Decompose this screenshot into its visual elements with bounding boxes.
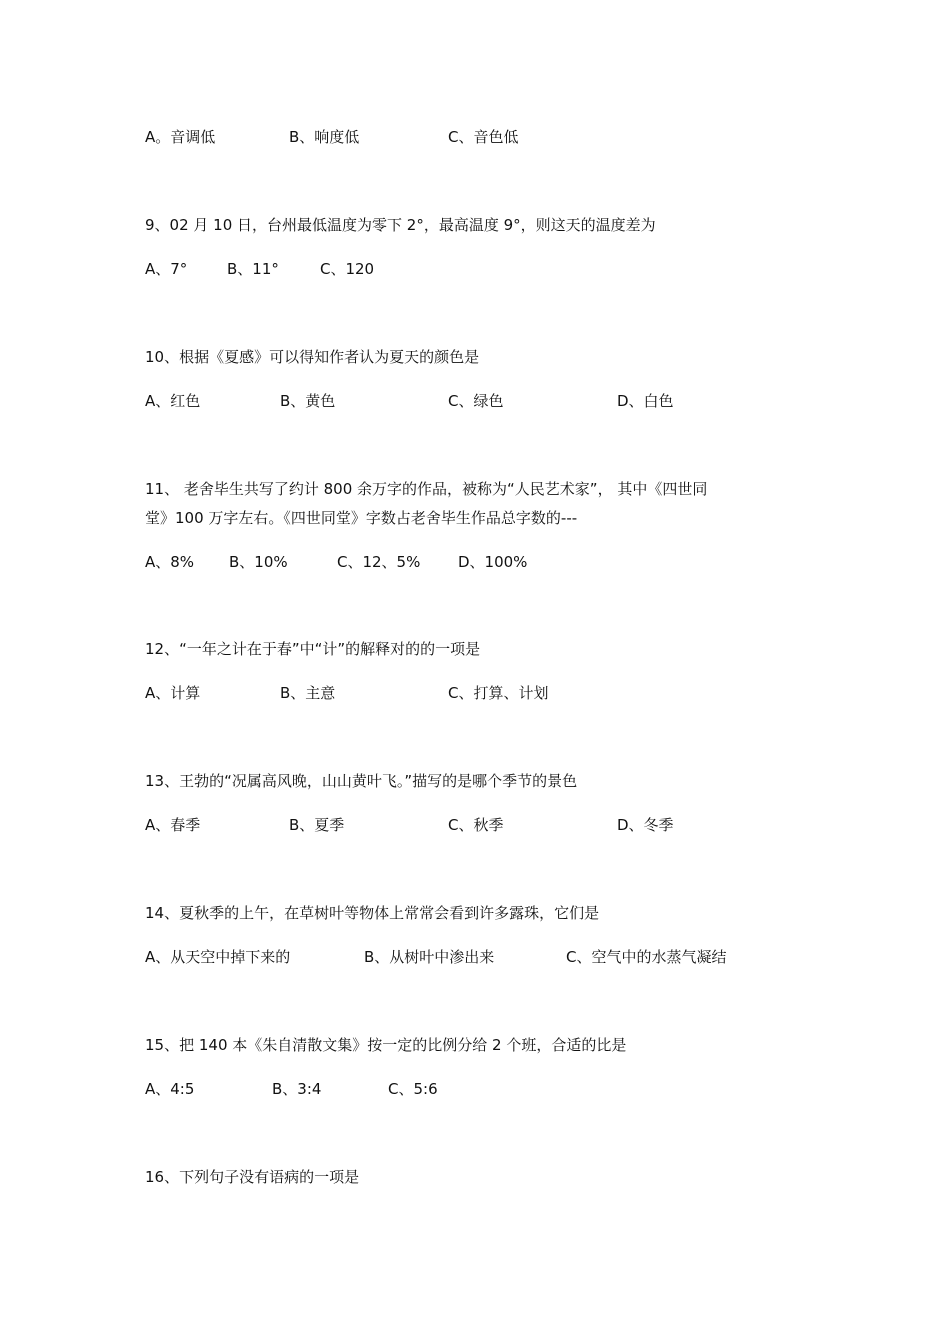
- q11-stem-2: 堂》100 万字左右。《四世同堂》字数占老舍毕生作品总字数的---: [145, 509, 578, 527]
- q15-options: [0, 1076, 950, 1102]
- q14-option-b: B、从树叶中渗出来: [364, 948, 495, 966]
- q15-stem: 15、把 140 本《朱自清散文集》按一定的比例分给 2 个班，合适的比是: [145, 1036, 627, 1054]
- q13-option-d: D、冬季: [617, 816, 674, 834]
- q13-option-c: C、秋季: [448, 816, 504, 834]
- q14-options: [0, 944, 950, 970]
- q11-stem-line-2: [0, 505, 950, 531]
- q11-option-c: C、12、5%: [337, 553, 421, 571]
- q10-stem-line: [0, 344, 950, 370]
- q9-option-b: B、11°: [227, 260, 279, 278]
- q14-stem: 14、夏秋季的上午，在草树叶等物体上常常会看到许多露珠，它们是: [145, 904, 600, 922]
- q9-stem-line: [0, 212, 950, 238]
- q15-option-c: C、5:6: [388, 1080, 438, 1098]
- q11-stem-line-1: [0, 476, 950, 502]
- q12-option-c: C、打算、计划: [448, 684, 549, 702]
- q8-option-b: B、响度低: [289, 128, 360, 146]
- q8-option-c: C、音色低: [448, 128, 519, 146]
- q15-option-a: A、4:5: [145, 1080, 195, 1098]
- q9-option-a: A、7°: [145, 260, 188, 278]
- q8-options: [0, 124, 950, 150]
- q12-stem: 12、“一年之计在于春”中“计”的解释对的的一项是: [145, 640, 481, 658]
- q10-option-c: C、绿色: [448, 392, 504, 410]
- q16-stem-line: [0, 1164, 950, 1190]
- q13-stem-line: [0, 768, 950, 794]
- q9-options: [0, 256, 950, 282]
- q13-options: [0, 812, 950, 838]
- q9-stem: 9、02 月 10 日，台州最低温度为零下 2°，最高温度 9°，则这天的温度差为: [145, 216, 656, 234]
- q11-option-b: B、10%: [229, 553, 288, 571]
- q15-stem-line: [0, 1032, 950, 1058]
- q11-stem-1: 11、 老舍毕生共写了约计 800 余万字的作品，被称为“人民艺术家”， 其中《四世同: [145, 480, 708, 498]
- q12-option-a: A、计算: [145, 684, 201, 702]
- q13-option-b: B、夏季: [289, 816, 345, 834]
- q10-option-d: D、白色: [617, 392, 674, 410]
- q15-option-b: B、3:4: [272, 1080, 322, 1098]
- q12-option-b: B、主意: [280, 684, 336, 702]
- q14-option-c: C、空气中的水蒸气凝结: [566, 948, 727, 966]
- q10-option-b: B、黄色: [280, 392, 336, 410]
- q11-option-d: D、100%: [458, 553, 528, 571]
- q12-options: [0, 680, 950, 706]
- q10-options: [0, 388, 950, 414]
- q14-stem-line: [0, 900, 950, 926]
- q14-option-a: A、从天空中掉下来的: [145, 948, 291, 966]
- q12-stem-line: [0, 636, 950, 662]
- q11-option-a: A、8%: [145, 553, 195, 571]
- q13-stem: 13、王勃的“况属高风晚，山山黄叶飞。”描写的是哪个季节的景色: [145, 772, 578, 790]
- q11-options: [0, 549, 950, 575]
- q10-option-a: A、红色: [145, 392, 201, 410]
- q9-option-c: C、120: [320, 260, 375, 278]
- q13-option-a: A、春季: [145, 816, 201, 834]
- q10-stem: 10、根据《夏感》可以得知作者认为夏天的颜色是: [145, 348, 480, 366]
- q16-stem: 16、下列句子没有语病的一项是: [145, 1168, 360, 1186]
- q8-option-a: A。音调低: [145, 128, 216, 146]
